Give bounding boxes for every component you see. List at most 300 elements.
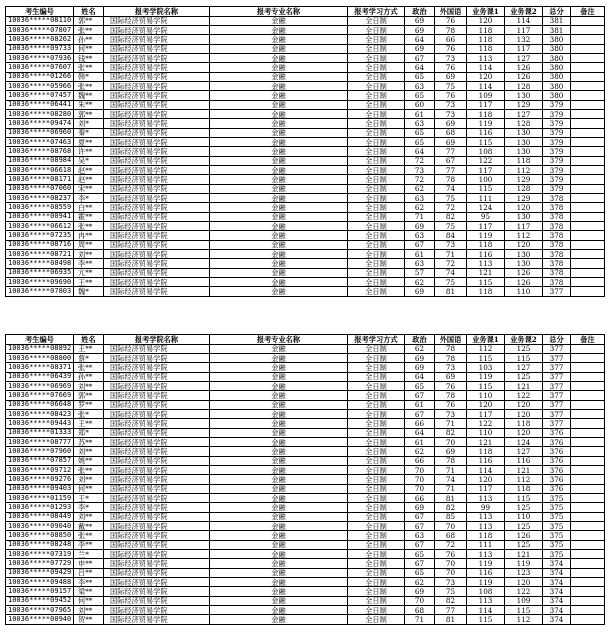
cell-exam-id: 10036*****08498 (6, 259, 74, 268)
cell-foreign-language: 81 (435, 287, 467, 296)
cell-total: 377 (543, 382, 571, 391)
cell-total: 375 (543, 540, 571, 549)
table-row (6, 438, 605, 447)
cell-subject1: 108 (467, 147, 505, 156)
cell-college: 国际经济贸易学院 (104, 344, 210, 353)
cell-name: 申** (74, 559, 104, 568)
cell-college: 国际经济贸易学院 (104, 447, 210, 456)
cell-exam-id: 10036*****08280 (6, 110, 74, 119)
cell-foreign-language: 76 (435, 16, 467, 25)
cell-major: 金融 (210, 363, 348, 372)
cell-major: 金融 (210, 54, 348, 63)
cell-major: 金融 (210, 456, 348, 465)
cell-exam-id: 10036*****01159 (6, 494, 74, 503)
cell-subject2: 127 (505, 54, 543, 63)
table-row (6, 605, 605, 614)
cell-name: 刘** (74, 382, 104, 391)
cell-major: 金融 (210, 494, 348, 503)
table-row (6, 26, 605, 35)
cell-foreign-language: 75 (435, 222, 467, 231)
cell-foreign-language: 71 (435, 466, 467, 475)
table-row (6, 559, 605, 568)
cell-name: 郭** (74, 110, 104, 119)
cell-major: 金融 (210, 128, 348, 137)
cell-subject2: 127 (505, 363, 543, 372)
cell-major: 金融 (210, 596, 348, 605)
cell-subject1: 117 (467, 100, 505, 109)
table-row (6, 531, 605, 540)
cell-remark (571, 26, 605, 35)
cell-college: 国际经济贸易学院 (104, 184, 210, 193)
cell-study-mode: 全日制 (348, 250, 405, 259)
cell-college: 国际经济贸易学院 (104, 596, 210, 605)
cell-college: 国际经济贸易学院 (104, 484, 210, 493)
cell-subject2: 128 (505, 184, 543, 193)
cell-remark (571, 410, 605, 419)
cell-remark (571, 240, 605, 249)
cell-remark (571, 615, 605, 624)
cell-remark (571, 447, 605, 456)
cell-politics: 69 (405, 587, 435, 596)
cell-college: 国际经济贸易学院 (104, 26, 210, 35)
header-politics: 政治 (405, 7, 435, 17)
cell-exam-id: 10036*****09690 (6, 277, 74, 286)
cell-study-mode: 全日制 (348, 184, 405, 193)
cell-politics: 62 (405, 184, 435, 193)
cell-politics: 67 (405, 540, 435, 549)
cell-major: 金融 (210, 26, 348, 35)
cell-exam-id: 10036*****05966 (6, 82, 74, 91)
cell-name: 王** (74, 419, 104, 428)
cell-college: 国际经济贸易学院 (104, 166, 210, 175)
cell-subject2: 116 (505, 456, 543, 465)
cell-subject2: 126 (505, 277, 543, 286)
cell-politics: 71 (405, 615, 435, 624)
cell-politics: 69 (405, 503, 435, 512)
cell-major: 金融 (210, 147, 348, 156)
cell-subject1: 119 (467, 119, 505, 128)
table-row (6, 391, 605, 400)
cell-remark (571, 222, 605, 231)
cell-remark (571, 287, 605, 296)
cell-remark (571, 363, 605, 372)
cell-total: 381 (543, 26, 571, 35)
cell-politics: 66 (405, 494, 435, 503)
cell-name: 许** (74, 147, 104, 156)
cell-name: 梁** (74, 587, 104, 596)
cell-subject2: 122 (505, 587, 543, 596)
cell-politics: 64 (405, 372, 435, 381)
table-row (6, 138, 605, 147)
cell-foreign-language: 69 (435, 372, 467, 381)
cell-college: 国际经济贸易学院 (104, 194, 210, 203)
cell-foreign-language: 72 (435, 203, 467, 212)
cell-name: 张** (74, 82, 104, 91)
cell-name: 何** (74, 484, 104, 493)
cell-subject2: 125 (505, 372, 543, 381)
cell-total: 380 (543, 72, 571, 81)
table-body (6, 344, 605, 624)
table-row (6, 503, 605, 512)
table-row (6, 222, 605, 231)
cell-subject2: 130 (505, 128, 543, 137)
cell-exam-id: 10036*****07965 (6, 605, 74, 614)
cell-study-mode: 全日制 (348, 559, 405, 568)
cell-exam-id: 10036*****01266 (6, 72, 74, 81)
cell-total: 378 (543, 203, 571, 212)
cell-remark (571, 259, 605, 268)
cell-politics: 61 (405, 110, 435, 119)
cell-subject1: 110 (467, 391, 505, 400)
cell-foreign-language: 85 (435, 512, 467, 521)
cell-major: 金融 (210, 203, 348, 212)
cell-foreign-language: 69 (435, 447, 467, 456)
cell-study-mode: 全日制 (348, 119, 405, 128)
cell-college: 国际经济贸易学院 (104, 522, 210, 531)
cell-remark (571, 605, 605, 614)
cell-politics: 67 (405, 512, 435, 521)
cell-study-mode: 全日制 (348, 91, 405, 100)
cell-study-mode: 全日制 (348, 550, 405, 559)
cell-exam-id: 10036*****00940 (6, 615, 74, 624)
cell-college: 国际经济贸易学院 (104, 559, 210, 568)
cell-total: 375 (543, 522, 571, 531)
cell-subject1: 113 (467, 494, 505, 503)
cell-subject1: 114 (467, 63, 505, 72)
table-row (6, 522, 605, 531)
cell-subject2: 125 (505, 540, 543, 549)
cell-foreign-language: 67 (435, 156, 467, 165)
cell-total: 379 (543, 110, 571, 119)
cell-total: 379 (543, 175, 571, 184)
cell-subject2: 126 (505, 531, 543, 540)
cell-politics: 68 (405, 605, 435, 614)
cell-major: 金融 (210, 391, 348, 400)
cell-exam-id: 10036*****06960 (6, 128, 74, 137)
table-row (6, 540, 605, 549)
cell-politics: 62 (405, 578, 435, 587)
cell-name: 郭** (74, 16, 104, 25)
cell-college: 国际经济贸易学院 (104, 82, 210, 91)
cell-major: 金融 (210, 428, 348, 437)
table-row (6, 484, 605, 493)
cell-name: 李* (74, 194, 104, 203)
cell-study-mode: 全日制 (348, 240, 405, 249)
cell-politics: 67 (405, 559, 435, 568)
header-politics: 政治 (405, 335, 435, 345)
cell-foreign-language: 75 (435, 194, 467, 203)
cell-remark (571, 100, 605, 109)
cell-politics: 61 (405, 438, 435, 447)
cell-subject1: 119 (467, 559, 505, 568)
cell-total: 378 (543, 231, 571, 240)
cell-name: 蔡* (74, 354, 104, 363)
cell-total: 374 (543, 596, 571, 605)
cell-subject2: 129 (505, 175, 543, 184)
header-subject1: 业务课1 (467, 335, 505, 345)
cell-remark (571, 344, 605, 353)
cell-study-mode: 全日制 (348, 419, 405, 428)
cell-subject2: 118 (505, 419, 543, 428)
cell-exam-id: 10036*****01333 (6, 428, 74, 437)
cell-foreign-language: 81 (435, 494, 467, 503)
cell-college: 国际经济贸易学院 (104, 475, 210, 484)
cell-major: 金融 (210, 438, 348, 447)
cell-subject2: 112 (505, 166, 543, 175)
cell-remark (571, 82, 605, 91)
cell-study-mode: 全日制 (348, 494, 405, 503)
cell-major: 金融 (210, 240, 348, 249)
cell-politics: 70 (405, 484, 435, 493)
cell-subject1: 118 (467, 447, 505, 456)
cell-subject2: 112 (505, 615, 543, 624)
cell-college: 国际经济贸易学院 (104, 138, 210, 147)
cell-subject2: 130 (505, 259, 543, 268)
table-row (6, 354, 605, 363)
cell-college: 国际经济贸易学院 (104, 578, 210, 587)
cell-college: 国际经济贸易学院 (104, 110, 210, 119)
cell-total: 374 (543, 578, 571, 587)
cell-politics: 70 (405, 475, 435, 484)
table-row (6, 475, 605, 484)
cell-college: 国际经济贸易学院 (104, 540, 210, 549)
table-row (6, 615, 605, 624)
table-row (6, 147, 605, 156)
cell-exam-id: 10036*****07463 (6, 138, 74, 147)
cell-exam-id: 10036*****06648 (6, 400, 74, 409)
cell-politics: 62 (405, 203, 435, 212)
cell-politics: 63 (405, 119, 435, 128)
cell-foreign-language: 66 (435, 35, 467, 44)
cell-major: 金融 (210, 466, 348, 475)
cell-subject2: 130 (505, 212, 543, 221)
cell-exam-id: 10036*****08850 (6, 531, 74, 540)
cell-study-mode: 全日制 (348, 156, 405, 165)
cell-subject2: 126 (505, 72, 543, 81)
cell-exam-id: 10036*****07803 (6, 287, 74, 296)
cell-foreign-language: 70 (435, 438, 467, 447)
cell-name: 何** (74, 596, 104, 605)
cell-remark (571, 250, 605, 259)
table-row (6, 203, 605, 212)
table-row (6, 184, 605, 193)
cell-college: 国际经济贸易学院 (104, 212, 210, 221)
cell-total: 374 (543, 568, 571, 577)
cell-exam-id: 10036*****01293 (6, 503, 74, 512)
table-row (6, 231, 605, 240)
cell-exam-id: 10036*****09712 (6, 466, 74, 475)
cell-study-mode: 全日制 (348, 54, 405, 63)
cell-subject2: 127 (505, 110, 543, 119)
cell-college: 国际经济贸易学院 (104, 587, 210, 596)
cell-major: 金融 (210, 268, 348, 277)
cell-exam-id: 10036*****09733 (6, 44, 74, 53)
table-row (6, 466, 605, 475)
cell-subject2: 115 (505, 605, 543, 614)
cell-name: 白** (74, 203, 104, 212)
cell-exam-id: 10036*****08716 (6, 240, 74, 249)
cell-total: 375 (543, 512, 571, 521)
cell-subject1: 118 (467, 44, 505, 53)
cell-study-mode: 全日制 (348, 63, 405, 72)
cell-remark (571, 203, 605, 212)
cell-study-mode: 全日制 (348, 175, 405, 184)
cell-exam-id: 10036*****07235 (6, 231, 74, 240)
header-subject2: 业务课2 (505, 335, 543, 345)
cell-remark (571, 184, 605, 193)
header-major: 报考专业名称 (210, 335, 348, 345)
cell-remark (571, 596, 605, 605)
cell-subject1: 118 (467, 26, 505, 35)
cell-subject1: 109 (467, 91, 505, 100)
table-row (6, 16, 605, 25)
cell-foreign-language: 78 (435, 175, 467, 184)
cell-subject2: 120 (505, 400, 543, 409)
cell-name: 亢** (74, 268, 104, 277)
cell-name: 夏** (74, 138, 104, 147)
cell-subject1: 122 (467, 156, 505, 165)
cell-subject2: 128 (505, 119, 543, 128)
cell-study-mode: 全日制 (348, 363, 405, 372)
cell-politics: 65 (405, 128, 435, 137)
cell-name: 罗** (74, 400, 104, 409)
cell-total: 379 (543, 128, 571, 137)
table-row (6, 240, 605, 249)
cell-foreign-language: 77 (435, 166, 467, 175)
cell-subject1: 114 (467, 466, 505, 475)
cell-subject2: 127 (505, 447, 543, 456)
table-row (6, 100, 605, 109)
cell-remark (571, 72, 605, 81)
cell-subject2: 115 (505, 354, 543, 363)
cell-college: 国际经济贸易学院 (104, 503, 210, 512)
cell-total: 377 (543, 354, 571, 363)
cell-study-mode: 全日制 (348, 438, 405, 447)
cell-major: 金融 (210, 503, 348, 512)
cell-subject1: 118 (467, 531, 505, 540)
cell-subject2: 121 (505, 550, 543, 559)
cell-name: 赵** (74, 175, 104, 184)
table-header-row (6, 7, 605, 17)
cell-subject1: 115 (467, 615, 505, 624)
cell-remark (571, 91, 605, 100)
cell-politics: 69 (405, 26, 435, 35)
cell-politics: 65 (405, 138, 435, 147)
cell-college: 国际经济贸易学院 (104, 277, 210, 286)
cell-foreign-language: 76 (435, 550, 467, 559)
cell-subject1: 117 (467, 410, 505, 419)
cell-subject2: 112 (505, 475, 543, 484)
cell-study-mode: 全日制 (348, 72, 405, 81)
cell-major: 金融 (210, 447, 348, 456)
cell-college: 国际经济贸易学院 (104, 203, 210, 212)
cell-subject2: 112 (505, 231, 543, 240)
cell-exam-id: 10036*****09452 (6, 596, 74, 605)
cell-total: 378 (543, 277, 571, 286)
cell-major: 金融 (210, 91, 348, 100)
cell-study-mode: 全日制 (348, 100, 405, 109)
cell-total: 378 (543, 194, 571, 203)
cell-subject1: 120 (467, 16, 505, 25)
cell-total: 379 (543, 100, 571, 109)
table-row (6, 382, 605, 391)
cell-remark (571, 63, 605, 72)
cell-subject1: 117 (467, 166, 505, 175)
cell-college: 国际经济贸易学院 (104, 44, 210, 53)
cell-major: 金融 (210, 212, 348, 221)
cell-study-mode: 全日制 (348, 540, 405, 549)
cell-major: 金融 (210, 44, 348, 53)
cell-major: 金融 (210, 410, 348, 419)
cell-major: 金融 (210, 100, 348, 109)
cell-study-mode: 全日制 (348, 522, 405, 531)
cell-foreign-language: 73 (435, 410, 467, 419)
cell-major: 金融 (210, 175, 348, 184)
cell-major: 金融 (210, 475, 348, 484)
cell-subject2: 130 (505, 138, 543, 147)
table-row (6, 372, 605, 381)
cell-study-mode: 全日制 (348, 259, 405, 268)
cell-name: 何** (74, 44, 104, 53)
cell-foreign-language: 68 (435, 531, 467, 540)
cell-college: 国际经济贸易学院 (104, 250, 210, 259)
cell-subject2: 114 (505, 16, 543, 25)
cell-subject2: 117 (505, 222, 543, 231)
cell-study-mode: 全日制 (348, 605, 405, 614)
cell-college: 国际经济贸易学院 (104, 605, 210, 614)
cell-study-mode: 全日制 (348, 287, 405, 296)
cell-name: 魏* (74, 287, 104, 296)
header-subject1: 业务课1 (467, 7, 505, 17)
cell-study-mode: 全日制 (348, 400, 405, 409)
cell-subject1: 115 (467, 354, 505, 363)
cell-subject2: 119 (505, 559, 543, 568)
cell-politics: 64 (405, 428, 435, 437)
cell-remark (571, 54, 605, 63)
cell-total: 377 (543, 400, 571, 409)
score-table-2 (5, 334, 605, 625)
cell-name: 张** (74, 363, 104, 372)
cell-remark (571, 512, 605, 521)
cell-study-mode: 全日制 (348, 231, 405, 240)
cell-study-mode: 全日制 (348, 277, 405, 286)
cell-college: 国际经济贸易学院 (104, 35, 210, 44)
cell-remark (571, 559, 605, 568)
cell-total: 376 (543, 475, 571, 484)
cell-subject1: 115 (467, 277, 505, 286)
cell-remark (571, 400, 605, 409)
cell-subject1: 114 (467, 605, 505, 614)
cell-name: 王** (74, 344, 104, 353)
cell-name: 姚** (74, 456, 104, 465)
cell-subject2: 130 (505, 91, 543, 100)
cell-total: 374 (543, 587, 571, 596)
cell-major: 金融 (210, 512, 348, 521)
cell-politics: 61 (405, 250, 435, 259)
cell-subject1: 116 (467, 568, 505, 577)
cell-study-mode: 全日制 (348, 194, 405, 203)
cell-remark (571, 277, 605, 286)
cell-exam-id: 10036*****07936 (6, 54, 74, 63)
cell-major: 金融 (210, 587, 348, 596)
cell-name: 冉** (74, 231, 104, 240)
cell-remark (571, 110, 605, 119)
cell-exam-id: 10036*****08559 (6, 203, 74, 212)
cell-study-mode: 全日制 (348, 128, 405, 137)
header-foreign-language: 外国语 (435, 335, 467, 345)
cell-politics: 69 (405, 16, 435, 25)
cell-study-mode: 全日制 (348, 222, 405, 231)
